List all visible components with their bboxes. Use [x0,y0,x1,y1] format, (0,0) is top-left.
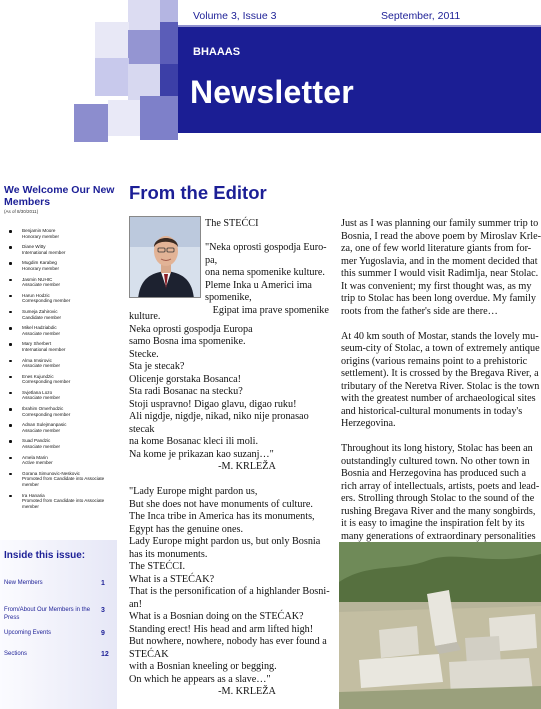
toc-title: Upcoming Events [4,630,52,636]
member-role: Corresponding member [22,411,71,417]
member-name: Enes Kujundzic [22,373,54,379]
decor-square [160,64,178,100]
member-role: Active member [22,460,53,466]
member-role: Associate member [22,363,61,369]
as-of-date: (As of 8/30/2011) [4,209,39,214]
member-role: Associate member [22,427,61,433]
org-name: BHAAAS [193,46,241,58]
member-item [8,341,116,352]
member-item [8,438,116,449]
decor-square [160,22,178,64]
member-name: Benjamin Moore [22,228,56,233]
member-role: International member [22,346,66,352]
member-role: Honorary member [22,265,60,271]
article-paragraph: At 40 km south of Mostar, stands the lovely mu-seum-city of Stolac, a town of extremely antique origins (various remains point to a prehistoric settlement). It is crossed by the Bregava River, a tributary of the Neretva River. Stolac is the town with the greatest number of archaeological sites and historical-cultural monuments in today's Herzegovina. [341,330,540,429]
member-item [8,455,116,466]
member-item [8,390,116,401]
poem-translation: "Lady Europe might pardon us, But she does not have monuments of culture. The Inca tribe in America has its monuments, Egypt has the genuine ones. Lady Europe might pardon us, but only Bosnia has its monuments. The STEĆCI. What is a STEĆAK? That is the personification of a highlander Bosni- an! What is a Bosnian doing on the STEĆAK? Standing erect! His head and arm lifted high! But nowhere, nowhere, nobody has ever found a STEĆAK with a Bosnian kneeling or begging. On which he appears as a slave…" -M. KRLEŽA [129,486,330,697]
welcome-heading: We Welcome Our New Members [4,184,115,208]
member-name: Harun Hodzic [22,292,50,298]
poem-original-wrap: "Neka oprosti gospodja Euro- pa, ona nema spomenike kulture. Pleme Inka u Americi ima spomenike, Egipat ima prave spomenike [205,242,329,316]
member-name: Amela Marin [22,454,48,460]
member-name: Jasmin NUHIC [22,276,53,282]
decor-square [74,104,108,142]
member-name: Mary Sherbert [22,341,52,347]
member-item [8,358,116,369]
member-item [8,325,116,336]
member-list [8,228,116,514]
member-role: Honorary member [22,233,60,239]
issue-date: September, 2011 [381,10,461,22]
toc-page: 12 [101,651,109,658]
member-role: Promoted from Candidate into Associate member [22,476,105,487]
stecci-photo [339,542,541,709]
member-name: Mugdim Karabeg [22,260,57,266]
toc-page: 3 [101,607,105,614]
header-meta [193,8,533,26]
decor-square [108,100,140,136]
decor-square [140,96,178,140]
member-role: Candidate member [22,314,62,320]
member-name: Ibrahim Omerhodzic [22,406,64,412]
toc-page: 9 [101,630,105,637]
toc-title: From/About Our Members in the Press [4,607,91,621]
member-role: Associate member [22,444,61,450]
toc-title: Sections [4,651,28,657]
decor-square [95,58,129,96]
member-role: Promoted from Candidate into Associate member [22,498,105,509]
article-paragraph: Throughout its long history, Stolac has been an outstandingly cultured town. No other town in Bosnia and Herzegovina has produced such a rich array of intellectuals, artists, poets and lead-ers. Strolling through Stolac to the sound of the rushing Bregava River and the many songbirds, it is easy to imagine the inspiration felt by its many generations of extraordinary personalities [341,443,540,542]
member-item [8,471,116,488]
section-heading: From the Editor [129,182,267,203]
member-role: Corresponding member [22,379,71,385]
member-role: Corresponding member [22,298,71,304]
article-column [341,218,541,568]
inside-title: Inside this issue: [4,550,86,561]
member-role: Associate member [22,395,61,401]
member-name: Gorana Simunovic-Neskovic [22,470,80,476]
decor-square [95,22,129,58]
member-item [8,228,116,239]
member-name: Svjetlana Lozo [22,389,53,395]
member-role: Associate member [22,330,61,336]
member-role: International member [22,249,66,255]
member-item [8,309,116,320]
member-name: Diane Witty [22,244,46,250]
member-name: Ira Hanaria [22,492,45,498]
decor-square [128,30,160,64]
issue-volume: Volume 3, Issue 3 [193,10,277,22]
member-name: Suad Pandzic [22,438,51,444]
member-name: Alma Imsirovic [22,357,52,363]
toc-page: 1 [101,580,105,587]
decor-square [128,0,160,30]
member-item [8,406,116,417]
member-item [8,493,116,510]
member-role: Associate member [22,282,61,288]
decor-square [128,64,160,100]
article-paragraph: Just as I was planning our family summer trip to Bosnia, I read the above poem by Miroslav Krle-za, one of few world literature giants from for-mer Yugoslavia, and in the moment decided that this summer I would visit Radimlja, near Stolac. It was convenient; my first thought was, as my trip to Stolac has been long overdue. My family roots from the father's side are there… [341,218,541,317]
member-item [8,422,116,433]
editor-photo [129,216,201,298]
toc-title: New Members [4,580,43,586]
poem-title: The STEĆCI [205,218,259,229]
member-item [8,244,116,255]
poem-original: kulture. Neka oprosti gospodja Europa samo Bosna ima spomenike. Stecke. Sta je stecak? Olicenje gorstaka Bosanca! Sta radi Bosanac na stecku? Stoji uspravno! Digao glavu, digao ruku! Ali nigdje, nigdje, nikad, niko nije pronasao stecak na kome Bosanac kleci ili moli. Na kome je prikazan kao suzanj…" -M. KRLEŽA [129,311,309,472]
newsletter-title: Newsletter [190,74,354,110]
member-item [8,277,116,288]
member-name: Sumeja Zahirovic [22,308,58,314]
member-name: Adnan Sulejmanpasic [22,422,67,428]
inside-this-issue-box [0,540,117,709]
member-item [8,260,116,271]
member-name: Mikel Hadziabdic [22,325,57,331]
member-item [8,293,116,304]
member-item [8,374,116,385]
